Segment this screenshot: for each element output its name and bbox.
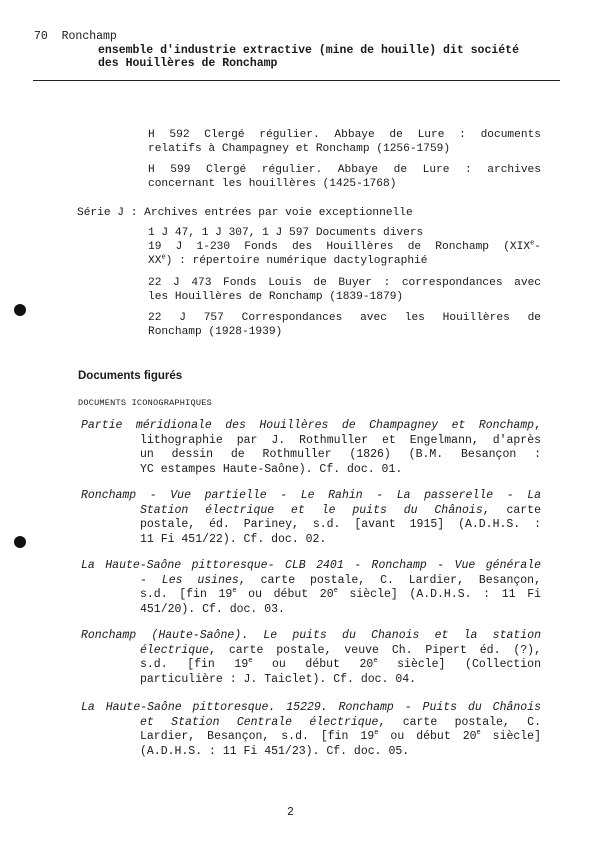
serie-j-item <box>148 240 541 269</box>
page-header-line <box>34 30 117 43</box>
section-subheading: DOCUMENTS ICONOGRAPHIQUES <box>78 398 212 408</box>
document-entry <box>81 559 541 617</box>
header-subtitle-2: des Houillères de Ronchamp <box>98 57 278 70</box>
document-entry <box>81 701 541 759</box>
header-place: Ronchamp <box>61 30 117 43</box>
document-entry <box>81 419 541 477</box>
section-heading: Documents figurés <box>78 370 183 382</box>
entry-line: et Station Centrale électrique, carte postale, C. <box>140 715 541 729</box>
entry-line: Lardier, Besançon, s.d. [fin 19e ou début 20e siècle] <box>140 729 541 744</box>
entry-line: - Les usines, carte postale, C. Lardier, Besançon, <box>140 573 541 587</box>
serie-j-label: Série J : Archives entrées par voie exceptionnelle <box>77 207 413 219</box>
archive-line: concernant les houillères (1425-1768) <box>148 178 397 191</box>
entry-line: 11 Fi 451/22). Cf. doc. 02. <box>140 532 327 546</box>
entry-line: lithographie par J. Rothmuller et Engelmann, d'après <box>140 433 541 447</box>
header-page-number: 70 <box>34 30 48 43</box>
serie-j-item <box>148 311 541 340</box>
entry-line: Partie méridionale des Houillères de Champagney et Ronchamp, <box>81 419 541 432</box>
document-entry <box>81 629 541 687</box>
entry-line: (A.D.H.S. : 11 Fi 451/23). Cf. doc. 05. <box>140 744 410 758</box>
serie-j-line: 22 J 473 Fonds Louis de Buyer : correspondances avec <box>148 277 541 289</box>
archive-line: relatifs à Champagney et Ronchamp (1256-1759) <box>148 143 451 156</box>
archive-line: H 592 Clergé régulier. Abbaye de Lure : documents <box>148 129 541 141</box>
entry-line: La Haute-Saône pittoresque- CLB 2401 - Ronchamp - Vue générale <box>81 559 541 572</box>
header-subtitle-1: ensemble d'industrie extractive (mine de houille) dit société <box>98 44 519 57</box>
punch-hole-mark <box>14 536 26 548</box>
entry-line: postale, éd. Pariney, s.d. [avant 1915] (A.D.H.S. : <box>140 518 541 532</box>
footer-page-number: 2 <box>287 806 294 819</box>
serie-j-item <box>148 276 541 305</box>
entry-line: La Haute-Saône pittoresque. 15229. Ronchamp - Puits du Chânois <box>81 701 541 714</box>
archive-entry <box>148 163 541 192</box>
serie-j-line: XXe) : répertoire numérique dactylographié <box>148 253 428 268</box>
archive-line: H 599 Clergé régulier. Abbaye de Lure : archives <box>148 164 541 176</box>
archive-entry <box>148 128 541 157</box>
serie-j-line: 19 J 1-230 Fonds des Houillères de Ronchamp (XIXe- <box>148 239 541 253</box>
header-rule <box>33 80 560 81</box>
entry-line: Station électrique et le puits du Chânois, carte <box>140 503 541 517</box>
entry-line: Ronchamp - Vue partielle - Le Rahin - La passerelle - La <box>81 489 541 502</box>
punch-hole-mark <box>14 304 26 316</box>
entry-line: particulière : J. Taiclet). Cf. doc. 04. <box>140 672 417 686</box>
entry-line: Ronchamp (Haute-Saône). Le puits du Chanois et la station <box>81 629 541 642</box>
serie-j-line: les Houillères de Ronchamp (1839-1879) <box>148 291 404 304</box>
entry-line: s.d. [fin 19e ou début 20e siècle] (A.D.H.S. : 11 Fi <box>140 587 541 602</box>
entry-line: YC estampes Haute-Saône). Cf. doc. 01. <box>140 462 403 476</box>
entry-line: un dessin de Rothmuller (1826) (B.M. Besançon : <box>140 448 541 462</box>
serie-j-line: Ronchamp (1928-1939) <box>148 326 283 339</box>
entry-line: 451/20). Cf. doc. 03. <box>140 602 285 616</box>
serie-j-line: 22 J 757 Correspondances avec les Houillères de <box>148 312 541 324</box>
entry-line: s.d. [fin 19e ou début 20e siècle] (Collection <box>140 657 541 672</box>
serie-j-item: 1 J 47, 1 J 307, 1 J 597 Documents divers <box>148 227 424 239</box>
document-entry <box>81 489 541 547</box>
entry-line: électrique, carte postale, veuve Ch. Pipert éd. (?), <box>140 643 541 657</box>
